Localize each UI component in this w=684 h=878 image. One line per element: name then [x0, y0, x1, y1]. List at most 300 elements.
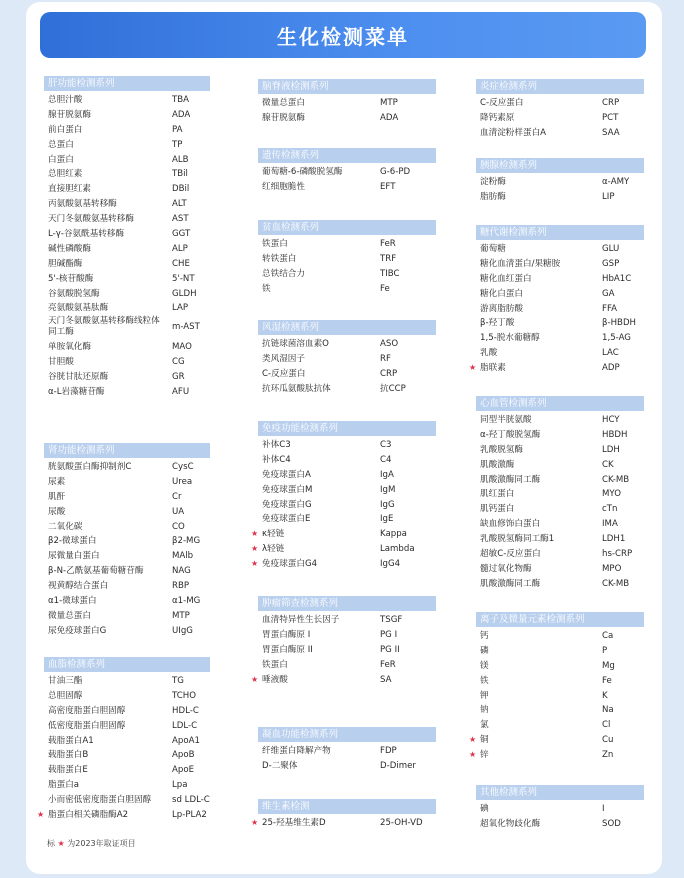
item-abbreviation: IgG4: [380, 559, 401, 570]
item-name: 补体C4: [262, 454, 291, 465]
item-abbreviation: AFU: [172, 387, 190, 398]
item-abbreviation: TP: [172, 139, 183, 150]
item-name: 免疫球蛋白G: [262, 499, 312, 510]
list-item: [476, 126, 644, 141]
item-abbreviation: GSP: [602, 258, 620, 269]
item-name: 甘油三酯: [48, 676, 83, 686]
item-name: 总蛋白: [48, 139, 74, 150]
footnote: [47, 838, 136, 849]
item-name: 血清淀粉样蛋白A: [480, 127, 547, 138]
list-item: [44, 505, 210, 520]
section-2-1: [476, 158, 644, 205]
item-abbreviation: β2-MG: [172, 536, 201, 547]
item-abbreviation: FeR: [380, 239, 396, 249]
item-name: 钾: [480, 690, 489, 701]
item-name: 视黄醇结合蛋白: [48, 581, 109, 592]
item-name: 总铁结合力: [262, 268, 305, 279]
item-name: 亮氨酸氨基肽酶: [48, 303, 109, 314]
list-item: [44, 93, 210, 108]
item-abbreviation: Cl: [602, 720, 611, 731]
item-name: 尿微量白蛋白: [48, 551, 100, 562]
list-item: [44, 197, 210, 212]
item-abbreviation: GA: [602, 288, 615, 299]
list-item: [44, 460, 210, 475]
item-name: 总胆汁酸: [48, 95, 83, 105]
item-abbreviation: LDL-C: [172, 720, 198, 731]
list-item: [476, 190, 644, 205]
item-name: 尿素: [48, 476, 66, 487]
list-item: [44, 704, 210, 719]
item-name: 胱氨酸蛋白酶抑制剂C: [48, 462, 132, 472]
item-name: 低密度脂蛋白胆固醇: [48, 720, 126, 731]
item-abbreviation: ApoA1: [172, 735, 200, 746]
item-abbreviation: K: [602, 690, 608, 701]
star-icon: ★: [251, 529, 259, 539]
item-abbreviation: CRP: [602, 98, 620, 108]
section-title: 免疫功能检测系列: [258, 421, 436, 436]
item-abbreviation: Mg: [602, 660, 615, 671]
item-abbreviation: IgA: [380, 469, 394, 480]
list-item: [476, 629, 644, 644]
section-title: 血脂检测系列: [44, 657, 210, 672]
list-item: [251, 557, 436, 572]
list-item: [44, 624, 210, 639]
list-item: [44, 689, 210, 704]
item-name: 高密度脂蛋白胆固醇: [48, 705, 126, 716]
item-abbreviation: Fe: [602, 675, 612, 686]
item-abbreviation: LAC: [602, 348, 619, 359]
item-name: 转铁蛋白: [262, 253, 297, 264]
item-abbreviation: hs-CRP: [602, 549, 633, 560]
list-item: [258, 267, 436, 282]
item-name: 糖化血红蛋白: [480, 273, 532, 284]
list-item: [476, 817, 644, 832]
section-title: 肿瘤筛查检测系列: [258, 596, 436, 611]
list-item: [44, 370, 210, 385]
item-abbreviation: TIBC: [380, 268, 400, 279]
item-abbreviation: Na: [602, 705, 614, 716]
item-name: 钙: [480, 631, 489, 641]
item-abbreviation: RBP: [172, 581, 190, 592]
item-abbreviation: 25-OH-VD: [380, 818, 423, 828]
item-name: 补体C3: [262, 440, 291, 450]
item-abbreviation: P: [602, 645, 608, 656]
item-name: 降钙素原: [480, 112, 515, 123]
item-abbreviation: TBil: [172, 169, 188, 180]
item-abbreviation: RF: [380, 353, 391, 364]
list-item: [476, 428, 644, 443]
list-item: [476, 346, 644, 361]
item-name: 尿酸: [48, 506, 66, 517]
list-item: [476, 302, 644, 317]
list-item: [476, 562, 644, 577]
section-1-0: [258, 79, 436, 126]
section-title: 其他检测系列: [476, 785, 644, 800]
list-item: [476, 517, 644, 532]
section-title: 贫血检测系列: [258, 220, 436, 235]
item-abbreviation: CysC: [172, 462, 194, 472]
section-1-1: [258, 148, 436, 195]
item-name: 铜: [480, 735, 489, 746]
item-abbreviation: ADP: [602, 363, 620, 374]
item-abbreviation: ALT: [172, 199, 187, 210]
list-item: [44, 564, 210, 579]
star-icon: ★: [57, 839, 65, 848]
list-item: [258, 468, 436, 483]
item-name: 氯: [480, 720, 489, 731]
section-2-4: [469, 612, 644, 763]
item-name: 肌红蛋白: [480, 489, 515, 500]
item-name: 缺血修饰白蛋白: [480, 519, 541, 530]
item-name: 白蛋白: [48, 154, 74, 165]
item-name: β-羟丁酸: [480, 318, 515, 329]
item-name: 免疫球蛋白G4: [262, 559, 318, 570]
star-icon: ★: [251, 559, 259, 569]
item-abbreviation: SAA: [602, 127, 620, 138]
section-title: 肾功能检测系列: [44, 443, 210, 458]
item-abbreviation: Lambda: [380, 544, 415, 555]
list-item: [44, 490, 210, 505]
item-abbreviation: 抗CCP: [380, 383, 406, 394]
item-name: α1-微球蛋白: [48, 596, 97, 607]
item-abbreviation: β-HBDH: [602, 318, 637, 329]
item-abbreviation: ADA: [380, 112, 399, 123]
item-abbreviation: CHE: [172, 258, 190, 269]
item-name: 唾液酸: [262, 674, 288, 685]
item-abbreviation: ApoE: [172, 765, 195, 776]
item-abbreviation: CK-MB: [602, 474, 630, 485]
item-abbreviation: CRP: [380, 368, 398, 379]
section-2-0: [476, 79, 644, 141]
item-abbreviation: SOD: [602, 818, 621, 829]
list-item: [469, 361, 644, 376]
item-name: 超敏C-反应蛋白: [480, 549, 541, 560]
item-name: α-羟丁酸脱氢酶: [480, 429, 541, 440]
section-1-3: [258, 320, 436, 397]
item-abbreviation: MTP: [380, 98, 398, 108]
item-abbreviation: UIgG: [172, 625, 193, 636]
item-name: κ轻链: [262, 529, 285, 540]
item-name: 微量总蛋白: [262, 98, 305, 108]
item-abbreviation: ApoB: [172, 750, 195, 761]
list-item: [44, 579, 210, 594]
list-item: [44, 355, 210, 370]
list-item: [44, 778, 210, 793]
item-name: 镁: [480, 660, 489, 671]
item-name: D-二聚体: [262, 760, 298, 771]
list-item: [476, 111, 644, 126]
item-abbreviation: Fe: [380, 283, 390, 294]
list-item: [258, 759, 436, 774]
list-item: [44, 153, 210, 168]
item-name: 载脂蛋白E: [48, 765, 88, 776]
item-name: 5'-核苷酸酶: [48, 273, 94, 284]
item-abbreviation: Zn: [602, 750, 614, 761]
list-item: [258, 237, 436, 252]
item-abbreviation: HCY: [602, 415, 620, 425]
item-name: 天门冬氨酸氨基转移酶线粒体同工酶: [48, 316, 160, 338]
list-item: [44, 734, 210, 749]
list-item: [476, 413, 644, 428]
section-0-1: [44, 443, 210, 639]
item-abbreviation: CG: [172, 357, 185, 368]
list-item: [476, 802, 644, 817]
item-name: 糖化白蛋白: [480, 288, 523, 299]
list-item: [44, 242, 210, 257]
list-item: [44, 287, 210, 302]
item-name: β2-微球蛋白: [48, 536, 97, 547]
item-name: 游离脂肪酸: [480, 303, 523, 314]
list-item: [44, 340, 210, 355]
item-abbreviation: cTn: [602, 504, 618, 515]
item-name: 1,5-脱水葡糖醇: [480, 333, 540, 344]
item-abbreviation: TRF: [380, 253, 397, 264]
item-abbreviation: HBDH: [602, 429, 628, 440]
item-name: 超氧化物歧化酶: [480, 818, 541, 829]
star-icon: ★: [469, 750, 477, 760]
item-name: C-反应蛋白: [262, 368, 306, 379]
item-abbreviation: α-AMY: [602, 177, 630, 187]
item-name: 红细胞脆性: [262, 181, 305, 192]
list-item: [258, 498, 436, 513]
list-item: [258, 483, 436, 498]
item-name: 乳酸脱氢酶: [480, 444, 523, 455]
star-icon: ★: [251, 818, 259, 827]
item-name: 微量总蛋白: [48, 610, 91, 621]
list-item: [258, 165, 436, 180]
item-abbreviation: DBil: [172, 184, 190, 195]
list-item: [44, 609, 210, 624]
page-title: 生化检测菜单: [40, 12, 646, 58]
list-item: [251, 527, 436, 542]
list-item: [258, 643, 436, 658]
item-abbreviation: GLDH: [172, 288, 197, 299]
item-name: 总胆红素: [48, 169, 83, 180]
list-item: [258, 382, 436, 397]
item-abbreviation: TBA: [172, 95, 190, 105]
list-item: [44, 138, 210, 153]
list-item: [44, 301, 210, 316]
item-name: 谷胱甘肽还原酶: [48, 372, 109, 383]
item-abbreviation: HDL-C: [172, 705, 199, 716]
item-name: 小而密低密度脂蛋白胆固醇: [48, 795, 152, 806]
item-name: 铁: [262, 283, 271, 294]
list-item: [476, 443, 644, 458]
list-item: [476, 316, 644, 331]
list-item: [258, 180, 436, 195]
list-item: [44, 674, 210, 689]
item-abbreviation: D-Dimer: [380, 760, 416, 771]
item-abbreviation: PCT: [602, 112, 619, 123]
section-1-7: [251, 799, 436, 831]
list-item: [469, 733, 644, 748]
item-name: 淀粉酶: [480, 177, 506, 187]
item-abbreviation: IMA: [602, 519, 618, 530]
list-item: [258, 438, 436, 453]
list-item: [258, 252, 436, 267]
item-abbreviation: EFT: [380, 181, 396, 192]
list-item: [44, 212, 210, 227]
item-name: 脂蛋白相关磷脂酶A2: [48, 810, 129, 821]
list-item: [476, 703, 644, 718]
item-name: 载脂蛋白A1: [48, 735, 94, 746]
item-abbreviation: ALB: [172, 154, 189, 165]
list-item: [258, 744, 436, 759]
item-abbreviation: Urea: [172, 476, 193, 487]
list-item: [476, 487, 644, 502]
item-abbreviation: CK-MB: [602, 578, 630, 589]
item-abbreviation: CO: [172, 521, 185, 532]
list-item: [476, 718, 644, 733]
list-item: [476, 659, 644, 674]
item-name: 碱性磷酸酶: [48, 243, 91, 254]
list-item: [476, 644, 644, 659]
item-name: C-反应蛋白: [480, 98, 524, 108]
list-item: [251, 542, 436, 557]
list-item: [44, 227, 210, 242]
section-title: 心血管检测系列: [476, 396, 644, 411]
item-abbreviation: MAO: [172, 342, 192, 353]
item-name: 尿免疫球蛋白G: [48, 625, 107, 636]
item-abbreviation: GR: [172, 372, 185, 383]
list-item: [258, 613, 436, 628]
item-name: 锌: [480, 750, 489, 761]
list-item: [258, 282, 436, 297]
item-abbreviation: GLU: [602, 244, 620, 254]
item-name: 载脂蛋白B: [48, 750, 89, 761]
item-abbreviation: C4: [380, 454, 392, 465]
list-item: [44, 257, 210, 272]
section-0-2: [37, 657, 210, 823]
list-item: [44, 793, 210, 808]
list-item: [258, 96, 436, 111]
item-abbreviation: MYO: [602, 489, 621, 500]
section-title: 胰腺检测系列: [476, 158, 644, 173]
section-title: 糖代谢检测系列: [476, 225, 644, 240]
item-abbreviation: 1,5-AG: [602, 333, 631, 344]
list-item: [476, 473, 644, 488]
item-abbreviation: Cu: [602, 735, 614, 746]
item-abbreviation: C3: [380, 440, 392, 450]
item-abbreviation: TG: [172, 676, 184, 686]
item-abbreviation: HbA1C: [602, 273, 632, 284]
item-name: 类风湿因子: [262, 353, 305, 364]
item-name: 纤维蛋白降解产物: [262, 746, 331, 756]
item-abbreviation: ASO: [380, 339, 399, 349]
item-name: 免疫球蛋白M: [262, 484, 313, 495]
list-item: [476, 458, 644, 473]
item-name: 免疫球蛋白A: [262, 469, 311, 480]
item-abbreviation: FDP: [380, 746, 397, 756]
item-abbreviation: 5'-NT: [172, 273, 195, 284]
list-item: [44, 123, 210, 138]
item-name: 乳酸脱氢酶同工酶1: [480, 534, 555, 545]
section-2-2: [469, 225, 644, 376]
item-abbreviation: IgG: [380, 499, 395, 510]
item-name: 肌酸激酶: [480, 459, 515, 470]
item-abbreviation: TCHO: [172, 690, 196, 701]
list-item: [258, 628, 436, 643]
list-item: [44, 182, 210, 197]
item-abbreviation: IgE: [380, 514, 394, 525]
section-0-0: [44, 76, 210, 400]
section-1-4: [251, 421, 436, 572]
item-abbreviation: NAG: [172, 566, 191, 577]
item-name: 乳酸: [480, 348, 498, 359]
item-abbreviation: MAlb: [172, 551, 194, 562]
list-item: [476, 331, 644, 346]
item-name: 腺苷脱氨酶: [262, 112, 305, 123]
item-name: 总胆固醇: [48, 690, 83, 701]
item-abbreviation: m-AST: [172, 322, 200, 333]
item-abbreviation: AST: [172, 214, 189, 225]
item-abbreviation: I: [602, 804, 605, 814]
star-icon: ★: [469, 363, 477, 373]
item-abbreviation: GGT: [172, 229, 191, 240]
list-item: [44, 475, 210, 490]
section-title: 炎症检测系列: [476, 79, 644, 94]
item-name: α-L岩藻糖苷酶: [48, 387, 105, 398]
list-item: [476, 242, 644, 257]
item-abbreviation: α1-MG: [172, 596, 201, 607]
item-name: 单胺氧化酶: [48, 342, 91, 353]
star-icon: ★: [37, 810, 45, 820]
list-item: [44, 167, 210, 182]
item-name: 脂联素: [480, 363, 506, 374]
item-name: 胃蛋白酶原 II: [262, 644, 313, 655]
item-name: 髓过氧化物酶: [480, 563, 532, 574]
section-1-2: [258, 220, 436, 297]
item-name: 肌酸激酶同工酶: [480, 474, 541, 485]
item-name: 天门冬氨酸氨基转移酶: [48, 214, 134, 225]
item-name: 铁蛋白: [262, 659, 288, 670]
item-abbreviation: FeR: [380, 659, 396, 670]
item-name: 抗环瓜氨酸肽抗体: [262, 383, 331, 394]
section-title: 遗传检测系列: [258, 148, 436, 163]
item-abbreviation: LIP: [602, 191, 615, 202]
section-2-3: [476, 396, 644, 592]
section-title: 维生素检测: [258, 799, 436, 814]
item-name: 磷: [480, 645, 489, 656]
star-icon: ★: [251, 544, 259, 554]
list-item: [258, 111, 436, 126]
list-item: [476, 96, 644, 111]
item-abbreviation: TSGF: [380, 615, 403, 625]
list-item: [44, 108, 210, 123]
item-name: 腺苷脱氨酶: [48, 109, 91, 120]
item-name: 铁蛋白: [262, 239, 288, 249]
list-item: [476, 689, 644, 704]
item-name: 前白蛋白: [48, 124, 83, 135]
list-item: [44, 316, 210, 340]
item-name: 直接胆红素: [48, 184, 91, 195]
item-name: 脂肪酶: [480, 191, 506, 202]
item-abbreviation: LDH: [602, 444, 620, 455]
item-abbreviation: PA: [172, 124, 183, 135]
item-name: λ轻链: [262, 544, 285, 555]
item-name: 葡萄糖-6-磷酸脱氢酶: [262, 167, 343, 177]
list-item: [258, 367, 436, 382]
item-name: 胃蛋白酶原 I: [262, 629, 311, 640]
star-icon: ★: [251, 674, 259, 684]
item-abbreviation: MTP: [172, 610, 190, 621]
item-name: 钠: [480, 705, 489, 716]
item-abbreviation: UA: [172, 506, 185, 517]
item-abbreviation: FFA: [602, 303, 617, 314]
section-title: 脑脊液检测系列: [258, 79, 436, 94]
item-name: 肌酐: [48, 491, 66, 502]
item-name: 糖化血清蛋白/果糖胺: [480, 258, 561, 269]
